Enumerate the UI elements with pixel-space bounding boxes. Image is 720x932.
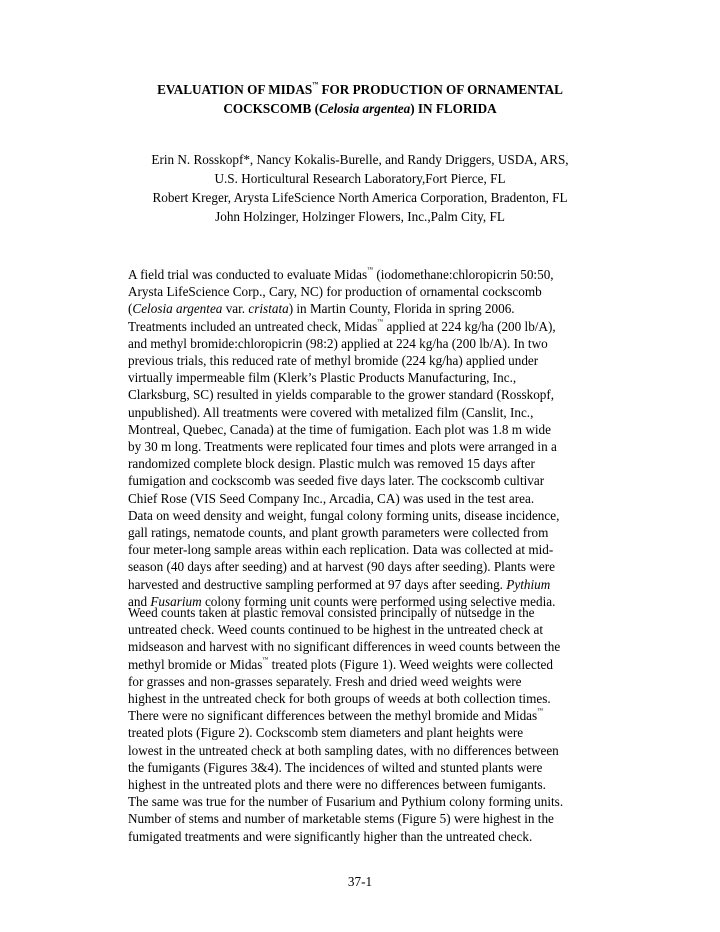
text-line: untreated check. Weed counts continued to be highest in the untreated check at [128, 622, 544, 638]
text-line: Weed counts taken at plastic removal consisted principally of nutsedge in the [128, 605, 535, 620]
text-line: There were no significant differences between the methyl bromide and Midas™ [128, 708, 544, 724]
author-line: Robert Kreger, Arysta LifeScience North America Corporation, Bradenton, FL [152, 190, 568, 205]
text-line: for grasses and non-grasses separately. Fresh and dried weed weights were [128, 673, 522, 689]
text-line: (Celosia argentea var. cristata) in Martin County, Florida in spring 2006. [128, 301, 515, 317]
author-line: John Holzinger, Holzinger Flowers, Inc.,Palm City, FL [215, 209, 505, 224]
text-line: treated plots (Figure 2). Cockscomb stem diameters and plant heights were [128, 725, 524, 741]
text-line: by 30 m long. Treatments were replicated four times and plots were arranged in a [128, 439, 557, 455]
text-line: highest in the untreated plots and there were no differences between fumigants. [128, 777, 546, 793]
paragraph-methods [128, 266, 598, 610]
text-line: Montreal, Quebec, Canada) at the time of fumigation. Each plot was 1.8 m wide [128, 421, 551, 437]
text-line: Treatments included an untreated check, Midas™ applied at 224 kg/ha (200 lb/A), [128, 318, 556, 334]
text-line: and Fusarium colony forming unit counts were performed using selective media. [128, 593, 556, 609]
text-line: fumigated treatments and were significantly higher than the untreated check. [128, 828, 533, 844]
text-line: The same was true for the number of Fusarium and Pythium colony forming units. [128, 794, 564, 810]
text-line: harvested and destructive sampling performed at 97 days after seeding. Pythium [128, 576, 551, 592]
title-line-2: COCKSCOMB (Celosia argentea) IN FLORIDA [223, 101, 497, 116]
paragraph-results [128, 604, 598, 845]
text-line: the fumigants (Figures 3&4). The incidences of wilted and stunted plants were [128, 759, 543, 775]
text-line: previous trials, this reduced rate of methyl bromide (224 kg/ha) applied under [128, 353, 539, 369]
text-line: Number of stems and number of marketable stems (Figure 5) were highest in the [128, 811, 554, 827]
text-line: four meter-long sample areas within each replication. Data was collected at mid- [128, 542, 554, 558]
trademark-symbol: ™ [262, 656, 269, 663]
text-line: fumigation and cockscomb was seeded five days later. The cockscomb cultivar [128, 473, 545, 489]
text-line: Chief Rose (VIS Seed Company Inc., Arcadia, CA) was used in the test area. [128, 490, 535, 506]
text-line: randomized complete block design. Plastic mulch was removed 15 days after [128, 456, 535, 472]
text-line: and methyl bromide:chloropicrin (98:2) applied at 224 kg/ha (200 lb/A). In two [128, 335, 548, 351]
author-block [80, 150, 640, 226]
author-line: Erin N. Rosskopf*, Nancy Kokalis-Burelle, and Randy Driggers, USDA, ARS, [151, 152, 569, 167]
title-line-1: EVALUATION OF MIDAS™ FOR PRODUCTION OF ORNAMENTAL [157, 82, 563, 97]
text-line: Clarksburg, SC) resulted in yields comparable to the grower standard (Rosskopf, [128, 387, 555, 403]
author-line: U.S. Horticultural Research Laboratory,Fort Pierce, FL [214, 171, 506, 186]
text-line: Data on weed density and weight, fungal colony forming units, disease incidence, [128, 507, 560, 523]
text-line: Arysta LifeScience Corp., Cary, NC) for production of ornamental cockscomb [128, 284, 542, 300]
text-line: midseason and harvest with no significant differences in weed counts between the [128, 639, 561, 655]
text-line: unpublished). All treatments were covered with metalized film (Canslit, Inc., [128, 404, 534, 420]
page-number: 37-1 [347, 874, 373, 889]
text-line: A field trial was conducted to evaluate Midas™ (iodomethane:chloropicrin 50:50, [128, 267, 554, 282]
text-line: season (40 days after seeding) and at harvest (90 days after seeding). Plants were [128, 559, 555, 575]
trademark-symbol: ™ [312, 82, 319, 88]
text-line: gall ratings, nematode counts, and plant growth parameters were collected from [128, 525, 549, 541]
text-line: methyl bromide or Midas™ treated plots (Figure 1). Weed weights were collected [128, 656, 554, 672]
trademark-symbol: ™ [377, 318, 384, 325]
trademark-symbol: ™ [537, 708, 544, 715]
text-line: lowest in the untreated check at both sampling dates, with no differences between [128, 742, 559, 758]
trademark-symbol: ™ [367, 267, 374, 273]
text-line: highest in the untreated check for both groups of weeds at both collection times. [128, 691, 551, 707]
text-line: virtually impermeable film (Klerk’s Plastic Products Manufacturing, Inc., [128, 370, 517, 386]
paper-title [100, 80, 620, 118]
